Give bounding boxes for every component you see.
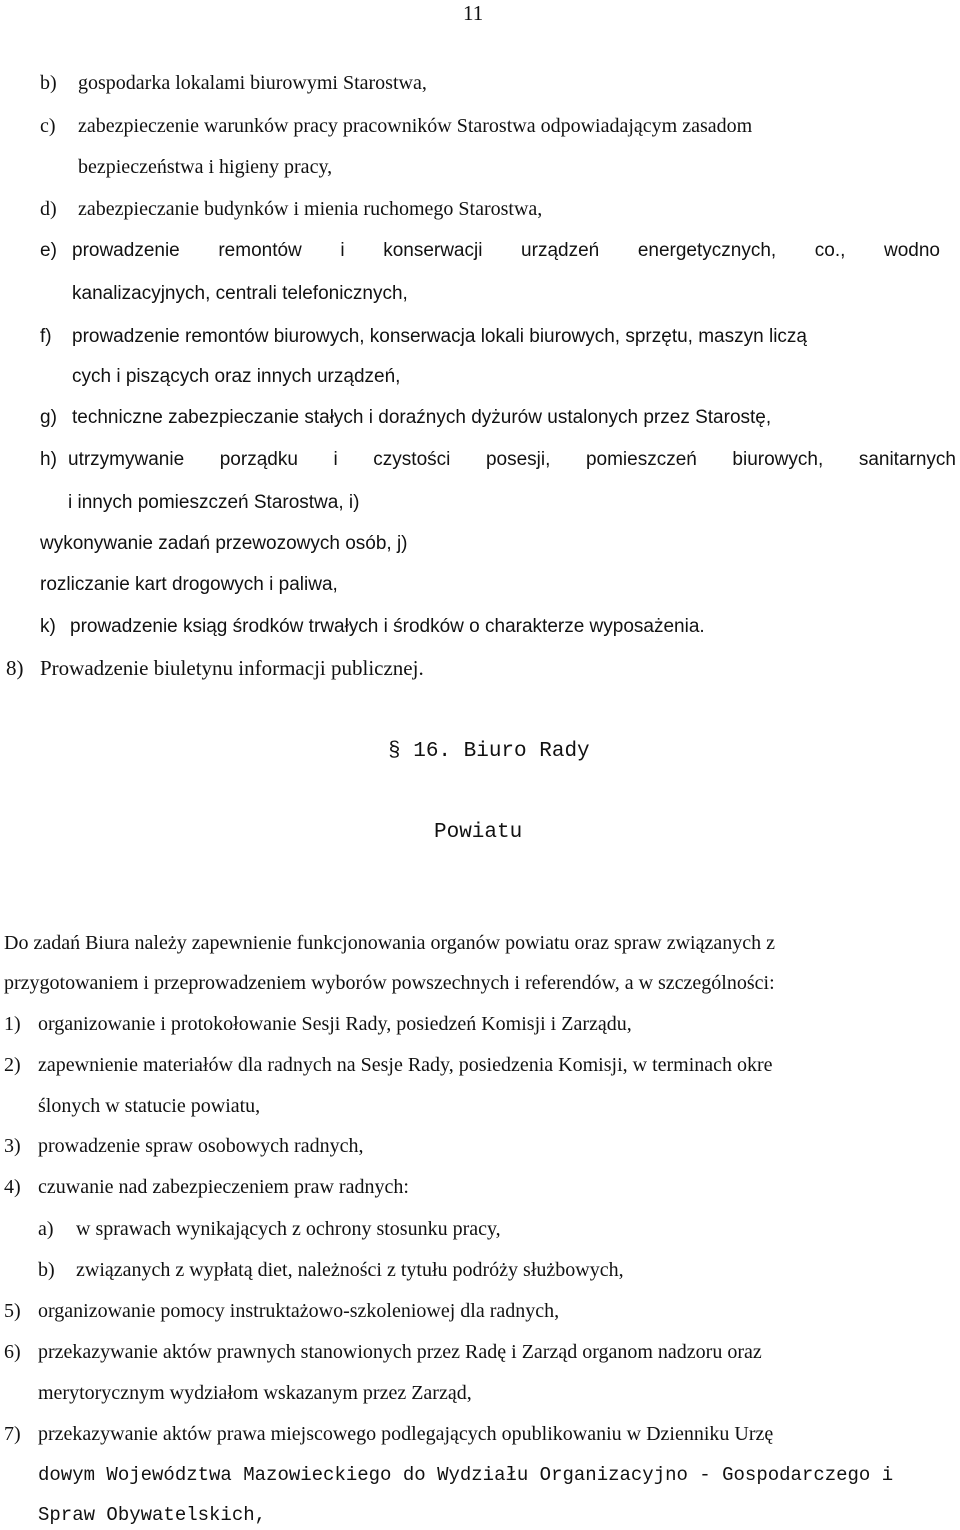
list-marker: 7) bbox=[4, 1423, 21, 1445]
list-item-i-text: wykonywanie zadań przewozowych osób, j) bbox=[40, 533, 408, 554]
list-text: techniczne zabezpieczanie stałych i doraźnych dyżurów ustalonych przez Starostę, bbox=[72, 407, 772, 428]
list-item-h-continuation: i innych pomieszczeń Starostwa, i) bbox=[68, 492, 360, 513]
word: posesji, bbox=[485, 449, 551, 470]
duty-item-5 bbox=[4, 1298, 559, 1324]
list-text: czuwanie nad zabezpieczeniem praw radnych: bbox=[38, 1176, 409, 1198]
list-marker: 5) bbox=[4, 1300, 21, 1322]
list-text: zapewnienie materiałów dla radnych na Sesje Rady, posiedzenia Komisji, w terminach okre bbox=[38, 1054, 773, 1076]
list-marker: 4) bbox=[4, 1176, 21, 1198]
section-heading bbox=[388, 739, 590, 765]
word: co., bbox=[814, 240, 846, 261]
list-marker: k) bbox=[40, 616, 56, 637]
list-text: przekazywanie aktów prawnych stanowionych przez Radę i Zarząd organom nadzoru oraz bbox=[38, 1341, 762, 1363]
list-item-h-marker: h) bbox=[40, 449, 57, 470]
list-text: zabezpieczenie warunków pracy pracowników Starostwa odpowiadającym zasadom bbox=[78, 115, 753, 137]
list-marker: b) bbox=[38, 1259, 55, 1281]
list-item-d bbox=[40, 196, 542, 222]
word: porządku bbox=[219, 449, 298, 470]
list-text: prowadzenie spraw osobowych radnych, bbox=[38, 1135, 364, 1157]
list-text: przekazywanie aktów prawa miejscowego podlegających opublikowaniu w Dzienniku Urzę bbox=[38, 1423, 774, 1445]
duty-item-6 bbox=[4, 1339, 762, 1365]
list-text: prowadzenie ksiąg środków trwałych i środków o charakterze wyposażenia. bbox=[70, 616, 705, 637]
list-marker: 2) bbox=[4, 1054, 21, 1076]
list-marker: 1) bbox=[4, 1013, 21, 1035]
list-item-c-continuation: bezpieczeństwa i higieny pracy, bbox=[78, 156, 333, 178]
duty-item-7-continuation: dowym Województwa Mazowieckiego do Wydziału Organizacyjno - Gospodarczego i bbox=[38, 1464, 894, 1486]
duty-item-7 bbox=[4, 1421, 773, 1447]
list-item-j-text: rozliczanie kart drogowych i paliwa, bbox=[40, 574, 338, 595]
list-marker: 8) bbox=[6, 656, 24, 680]
duty-item-2 bbox=[4, 1052, 773, 1078]
list-text: w sprawach wynikających z ochrony stosunku pracy, bbox=[76, 1218, 501, 1240]
list-item-f-continuation: cych i piszących oraz innych urządzeń, bbox=[72, 366, 401, 387]
list-item-k bbox=[40, 614, 705, 640]
word: konserwacji bbox=[383, 240, 483, 261]
list-item-h-line bbox=[68, 447, 956, 473]
page-number: 11 bbox=[463, 1, 484, 25]
word: pomieszczeń bbox=[585, 449, 697, 470]
section-sign: § bbox=[388, 740, 401, 763]
intro-line-1: Do zadań Biura należy zapewnienie funkcjonowania organów powiatu oraz spraw związanych z bbox=[4, 932, 775, 954]
list-item-f bbox=[40, 324, 807, 350]
word: utrzymywanie bbox=[68, 449, 185, 470]
duty-item-2-continuation: ślonych w statucie powiatu, bbox=[38, 1095, 261, 1117]
word: energetycznych, bbox=[637, 240, 777, 261]
list-item-b bbox=[40, 70, 427, 96]
list-marker: g) bbox=[40, 407, 57, 428]
list-marker: 6) bbox=[4, 1341, 21, 1363]
list-text: gospodarka lokalami biurowymi Starostwa, bbox=[78, 72, 427, 94]
section-title: 16. Biuro Rady bbox=[413, 740, 590, 763]
word: prowadzenie bbox=[72, 240, 180, 261]
list-item-g bbox=[40, 405, 771, 431]
list-text: prowadzenie remontów biurowych, konserwacja lokali biurowych, sprzętu, maszyn liczą bbox=[72, 326, 807, 347]
duty-item-3 bbox=[4, 1133, 363, 1159]
list-marker: d) bbox=[40, 198, 57, 220]
word: urządzeń bbox=[521, 240, 600, 261]
list-marker: a) bbox=[38, 1218, 54, 1240]
list-item-c bbox=[40, 113, 752, 139]
list-text: organizowanie pomocy instruktażowo-szkoleniowej dla radnych, bbox=[38, 1300, 560, 1322]
word: sanitarnych bbox=[858, 449, 956, 470]
list-marker: 3) bbox=[4, 1135, 21, 1157]
list-item-e-continuation: kanalizacyjnych, centrali telefonicznych, bbox=[72, 283, 408, 304]
duty-item-1 bbox=[4, 1011, 632, 1037]
list-marker: b) bbox=[40, 72, 57, 94]
word: czystości bbox=[373, 449, 451, 470]
subduty-item-a bbox=[38, 1216, 501, 1242]
list-text: Prowadzenie biuletynu informacji publicznej. bbox=[40, 656, 424, 680]
list-marker: c) bbox=[40, 115, 56, 137]
intro-line-2: przygotowaniem i przeprowadzeniem wyborów powszechnych i referendów, a w szczególności: bbox=[4, 972, 775, 994]
subduty-item-b bbox=[38, 1257, 624, 1283]
item-8 bbox=[6, 655, 424, 681]
duty-item-6-continuation: merytorycznym wydziałom wskazanym przez Zarząd, bbox=[38, 1382, 472, 1404]
word: biurowych, bbox=[732, 449, 824, 470]
word: i bbox=[340, 240, 345, 261]
word: wodno bbox=[883, 240, 940, 261]
list-item-e-marker: e) bbox=[40, 240, 57, 261]
section-subtitle: Powiatu bbox=[434, 821, 523, 844]
word: i bbox=[333, 449, 338, 470]
list-text: związanych z wypłatą diet, należności z tytułu podróży służbowych, bbox=[76, 1259, 624, 1281]
word: remontów bbox=[218, 240, 302, 261]
duty-item-7-continuation-2: Spraw Obywatelskich, bbox=[38, 1504, 267, 1526]
list-marker: f) bbox=[40, 326, 52, 347]
list-item-e-line bbox=[72, 238, 940, 264]
list-text: organizowanie i protokołowanie Sesji Rady, posiedzeń Komisji i Zarządu, bbox=[38, 1013, 632, 1035]
list-text: zabezpieczanie budynków i mienia ruchomego Starostwa, bbox=[78, 198, 543, 220]
duty-item-4 bbox=[4, 1174, 409, 1200]
